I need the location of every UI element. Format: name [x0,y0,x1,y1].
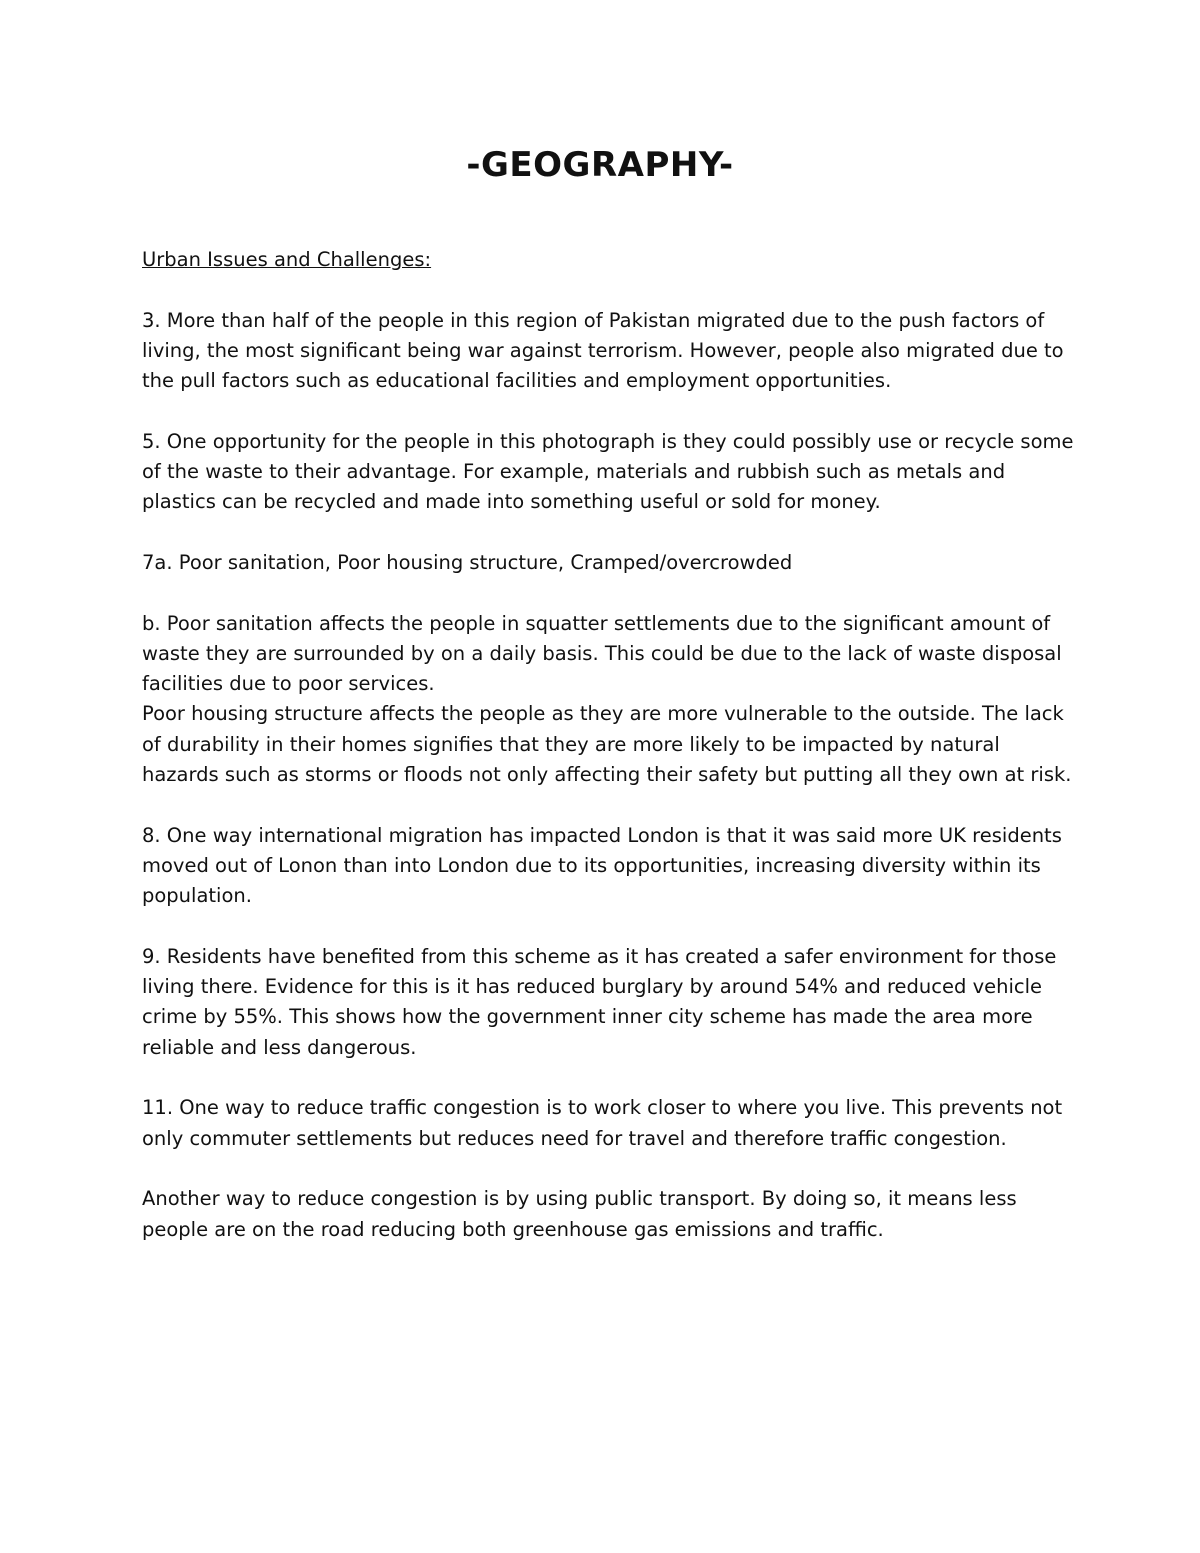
spacer [142,790,1077,820]
spacer [142,275,1077,305]
answer-5-paragraph: 5. One opportunity for the people in this photograph is they could possibly use or recycle some of the waste to their advantage. For example, materials and rubbish such as metals and plastics can be recycled and made into something useful or sold for money. [142,429,1074,514]
answer-11-continuation-paragraph: Another way to reduce congestion is by using public transport. By doing so, it means less people are on the road reducing both greenhouse gas emissions and traffic. [142,1187,1017,1241]
answer-7b-continuation-paragraph: Poor housing structure affects the people as they are more vulnerable to the outside. The lack of durability in their homes signifies that they are more likely to be impacted by natural hazards such as storms or floods not only affecting their safety but putting all they own at risk. [142,702,1072,787]
answer-8-paragraph: 8. One way international migration has impacted London is that it was said more UK residents moved out of Lonon than into London due to its opportunities, increasing diversity within its population. [142,823,1062,908]
document-title: -GEOGRAPHY- [466,145,734,185]
answer-3-paragraph: 3. More than half of the people in this region of Pakistan migrated due to the push factors of living, the most significant being war against terrorism. However, people also migrated due to the pull factors such as educational facilities and employment opportunities. [142,308,1064,393]
spacer [142,1063,1077,1093]
spacer [142,396,1077,426]
spacer [142,912,1077,942]
document-body [142,245,1077,1245]
answer-11-paragraph: 11. One way to reduce traffic congestion is to work closer to where you live. This prevents not only commuter settlements but reduces need for travel and therefore traffic congestion. [142,1096,1063,1150]
answer-9-paragraph: 9. Residents have benefited from this scheme as it has created a safer environment for those living there. Evidence for this is it has reduced burglary by around 54% and reduced vehicle crime by 55%. This shows how the government inner city scheme has made the area more reliable and less dangerous. [142,944,1057,1059]
spacer [142,578,1077,608]
answer-7a-paragraph: 7a. Poor sanitation, Poor housing structure, Cramped/overcrowded [142,550,793,574]
spacer [142,518,1077,548]
section-heading: Urban Issues and Challenges: [142,248,432,271]
answer-7b-paragraph: b. Poor sanitation affects the people in squatter settlements due to the significant amount of waste they are surrounded by on a daily basis. This could be due to the lack of waste disposal facilities due to poor services. [142,611,1062,696]
spacer [142,1154,1077,1184]
